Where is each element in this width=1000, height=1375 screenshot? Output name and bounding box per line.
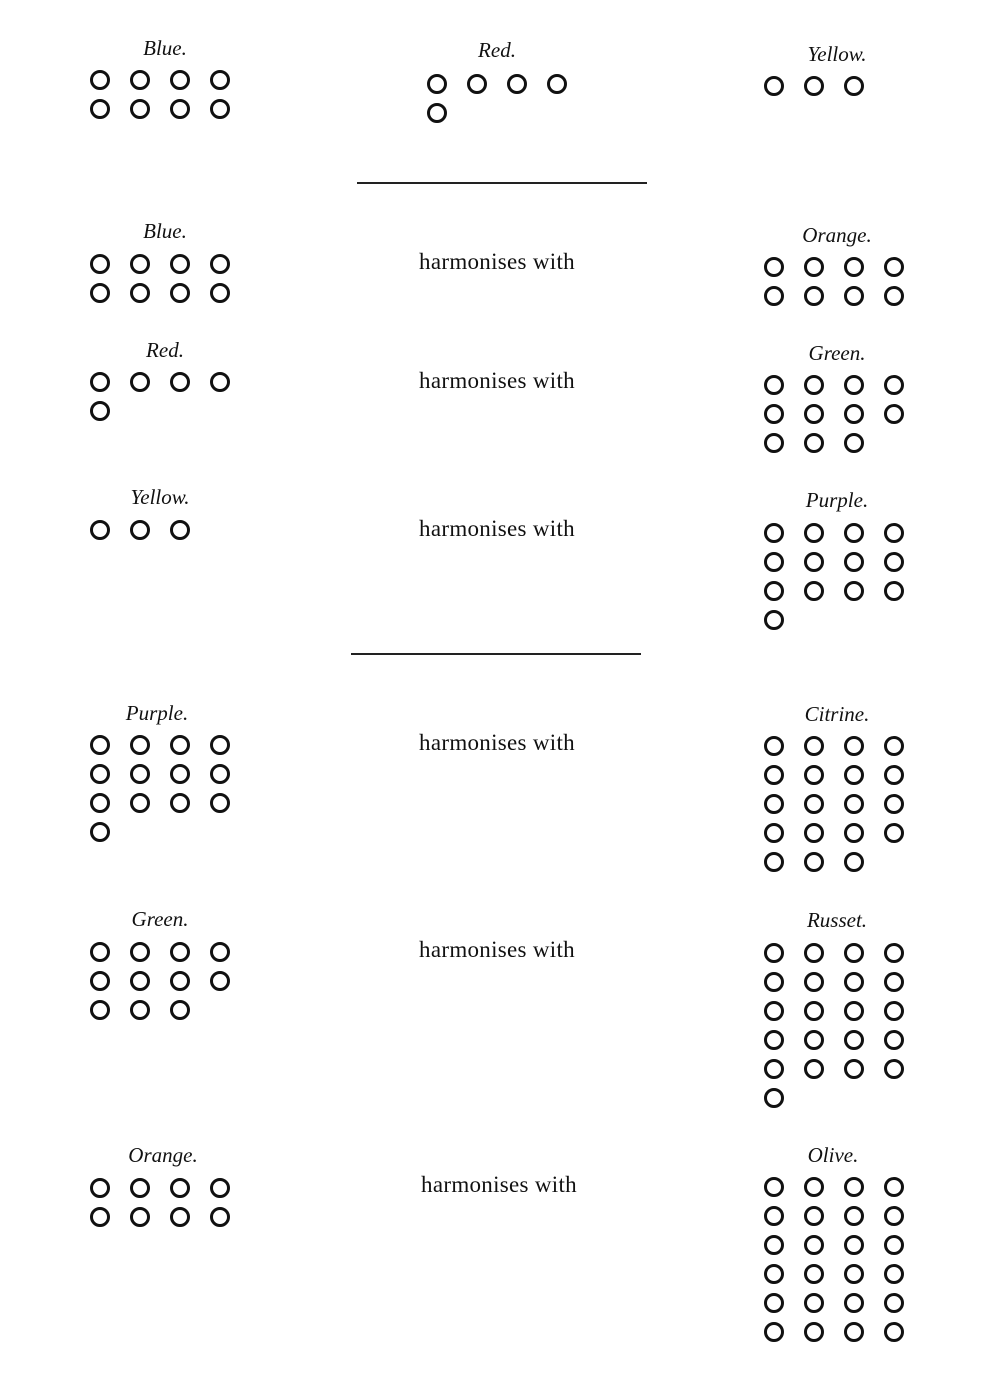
circle-mark	[210, 1207, 230, 1227]
circle-mark	[170, 254, 190, 274]
top-dots-yellow	[764, 76, 904, 96]
circle-mark	[764, 765, 784, 785]
circle-mark	[804, 736, 824, 756]
circle-mark	[764, 943, 784, 963]
circle-mark	[170, 735, 190, 755]
divider-rule-1	[357, 182, 647, 184]
circle-mark	[170, 1000, 190, 1020]
circle-mark	[764, 1322, 784, 1342]
top-label-blue: Blue.	[143, 36, 187, 60]
circle-mark	[804, 375, 824, 395]
circle-mark	[764, 736, 784, 756]
circle-mark	[427, 74, 447, 94]
circle-mark	[210, 99, 230, 119]
circle-mark	[844, 1206, 864, 1226]
circle-mark	[844, 852, 864, 872]
circle-mark	[90, 793, 110, 813]
circle-mark	[844, 1293, 864, 1313]
circle-mark	[804, 1322, 824, 1342]
pair5-left-dots	[90, 942, 230, 1020]
circle-mark	[804, 286, 824, 306]
circle-mark	[764, 972, 784, 992]
pair6-left-label: Orange.	[128, 1143, 198, 1167]
circle-mark	[210, 971, 230, 991]
circle-mark	[884, 1177, 904, 1197]
circle-mark	[804, 76, 824, 96]
pair1-connector: harmonises with	[419, 249, 575, 274]
circle-mark	[884, 736, 904, 756]
circle-mark	[130, 520, 150, 540]
circle-mark	[170, 793, 190, 813]
circle-mark	[507, 74, 527, 94]
circle-mark	[884, 1322, 904, 1342]
pair3-connector: harmonises with	[419, 516, 575, 541]
circle-mark	[844, 1235, 864, 1255]
circle-mark	[844, 972, 864, 992]
circle-mark	[764, 1293, 784, 1313]
circle-mark	[844, 943, 864, 963]
circle-mark	[844, 581, 864, 601]
circle-mark	[804, 852, 824, 872]
circle-mark	[764, 257, 784, 277]
circle-mark	[884, 552, 904, 572]
circle-mark	[844, 375, 864, 395]
pair2-connector: harmonises with	[419, 368, 575, 393]
circle-mark	[90, 1178, 110, 1198]
circle-mark	[90, 99, 110, 119]
circle-mark	[764, 286, 784, 306]
circle-mark	[884, 581, 904, 601]
circle-mark	[804, 433, 824, 453]
circle-mark	[844, 76, 864, 96]
circle-mark	[547, 74, 567, 94]
circle-mark	[804, 523, 824, 543]
circle-mark	[804, 765, 824, 785]
pair5-right-dots	[764, 943, 904, 1108]
pair5-right-label: Russet.	[806, 908, 868, 932]
circle-mark	[844, 794, 864, 814]
circle-mark	[90, 372, 110, 392]
circle-mark	[90, 1207, 110, 1227]
circle-mark	[884, 794, 904, 814]
circle-mark	[210, 793, 230, 813]
circle-mark	[170, 971, 190, 991]
circle-mark	[170, 942, 190, 962]
top-label-yellow: Yellow.	[807, 42, 867, 66]
circle-mark	[764, 433, 784, 453]
circle-mark	[170, 1178, 190, 1198]
pair4-left-label: Purple.	[125, 701, 189, 725]
circle-mark	[884, 943, 904, 963]
pair6-right-dots	[764, 1177, 904, 1342]
circle-mark	[884, 257, 904, 277]
circle-mark	[764, 552, 784, 572]
circle-mark	[844, 433, 864, 453]
circle-mark	[130, 254, 150, 274]
pair1-right-dots	[764, 257, 904, 306]
circle-mark	[130, 971, 150, 991]
circle-mark	[804, 1001, 824, 1021]
circle-mark	[844, 257, 864, 277]
circle-mark	[130, 1000, 150, 1020]
circle-mark	[210, 372, 230, 392]
circle-mark	[764, 404, 784, 424]
pair5-connector: harmonises with	[419, 937, 575, 962]
circle-mark	[130, 793, 150, 813]
circle-mark	[844, 765, 864, 785]
circle-mark	[90, 70, 110, 90]
pair6-right-label: Olive.	[807, 1143, 859, 1167]
pair4-right-dots	[764, 736, 904, 872]
circle-mark	[467, 74, 487, 94]
pair3-left-dots	[90, 520, 230, 540]
circle-mark	[804, 943, 824, 963]
circle-mark	[764, 823, 784, 843]
pair4-left-dots	[90, 735, 230, 842]
circle-mark	[90, 1000, 110, 1020]
circle-mark	[130, 283, 150, 303]
circle-mark	[804, 552, 824, 572]
circle-mark	[210, 735, 230, 755]
circle-mark	[764, 610, 784, 630]
circle-mark	[804, 404, 824, 424]
circle-mark	[764, 523, 784, 543]
pair5-left-label: Green.	[131, 907, 189, 931]
top-dots-blue	[90, 70, 230, 119]
circle-mark	[884, 404, 904, 424]
circle-mark	[764, 794, 784, 814]
pair1-left-label: Blue.	[143, 219, 187, 243]
circle-mark	[90, 401, 110, 421]
circle-mark	[764, 581, 784, 601]
circle-mark	[130, 735, 150, 755]
pair3-right-dots	[764, 523, 904, 630]
circle-mark	[130, 372, 150, 392]
circle-mark	[884, 286, 904, 306]
circle-mark	[884, 1264, 904, 1284]
circle-mark	[804, 1206, 824, 1226]
circle-mark	[844, 1322, 864, 1342]
circle-mark	[764, 1088, 784, 1108]
circle-mark	[884, 972, 904, 992]
pair2-right-dots	[764, 375, 904, 453]
circle-mark	[884, 765, 904, 785]
circle-mark	[210, 942, 230, 962]
circle-mark	[844, 736, 864, 756]
circle-mark	[170, 520, 190, 540]
circle-mark	[130, 1178, 150, 1198]
circle-mark	[90, 942, 110, 962]
circle-mark	[130, 764, 150, 784]
circle-mark	[130, 942, 150, 962]
circle-mark	[884, 1059, 904, 1079]
circle-mark	[844, 1177, 864, 1197]
circle-mark	[844, 1001, 864, 1021]
circle-mark	[764, 1235, 784, 1255]
circle-mark	[884, 823, 904, 843]
pair2-left-label: Red.	[146, 338, 184, 362]
circle-mark	[210, 764, 230, 784]
circle-mark	[804, 581, 824, 601]
circle-mark	[884, 1235, 904, 1255]
circle-mark	[210, 70, 230, 90]
circle-mark	[764, 76, 784, 96]
circle-mark	[884, 1206, 904, 1226]
circle-mark	[884, 375, 904, 395]
circle-mark	[804, 1059, 824, 1079]
circle-mark	[210, 254, 230, 274]
top-dots-red	[427, 74, 567, 123]
circle-mark	[130, 70, 150, 90]
circle-mark	[844, 1264, 864, 1284]
top-label-red: Red.	[478, 38, 516, 62]
circle-mark	[884, 1001, 904, 1021]
circle-mark	[170, 70, 190, 90]
circle-mark	[210, 1178, 230, 1198]
circle-mark	[210, 283, 230, 303]
circle-mark	[804, 257, 824, 277]
circle-mark	[764, 375, 784, 395]
circle-mark	[764, 1001, 784, 1021]
circle-mark	[764, 1206, 784, 1226]
pair6-left-dots	[90, 1178, 230, 1227]
circle-mark	[130, 99, 150, 119]
circle-mark	[764, 1059, 784, 1079]
circle-mark	[90, 764, 110, 784]
pair1-right-label: Orange.	[802, 223, 872, 247]
circle-mark	[804, 1030, 824, 1050]
circle-mark	[170, 1207, 190, 1227]
pair2-left-dots	[90, 372, 230, 421]
circle-mark	[804, 1177, 824, 1197]
circle-mark	[90, 971, 110, 991]
circle-mark	[427, 103, 447, 123]
circle-mark	[844, 286, 864, 306]
circle-mark	[130, 1207, 150, 1227]
circle-mark	[804, 1264, 824, 1284]
pair3-left-label: Yellow.	[130, 485, 190, 509]
circle-mark	[804, 1235, 824, 1255]
circle-mark	[90, 283, 110, 303]
divider-rule-2	[351, 653, 641, 655]
circle-mark	[804, 823, 824, 843]
circle-mark	[844, 404, 864, 424]
circle-mark	[90, 520, 110, 540]
circle-mark	[844, 1059, 864, 1079]
pair4-connector: harmonises with	[419, 730, 575, 755]
circle-mark	[804, 794, 824, 814]
circle-mark	[764, 1030, 784, 1050]
circle-mark	[170, 372, 190, 392]
pair1-left-dots	[90, 254, 230, 303]
circle-mark	[844, 552, 864, 572]
circle-mark	[844, 1030, 864, 1050]
circle-mark	[90, 822, 110, 842]
pair2-right-label: Green.	[808, 341, 866, 365]
circle-mark	[170, 283, 190, 303]
circle-mark	[804, 972, 824, 992]
pair3-right-label: Purple.	[805, 488, 869, 512]
circle-mark	[764, 1177, 784, 1197]
circle-mark	[90, 254, 110, 274]
circle-mark	[844, 523, 864, 543]
circle-mark	[90, 735, 110, 755]
circle-mark	[884, 1293, 904, 1313]
circle-mark	[804, 1293, 824, 1313]
pair6-connector: harmonises with	[421, 1172, 577, 1197]
circle-mark	[764, 852, 784, 872]
circle-mark	[764, 1264, 784, 1284]
circle-mark	[884, 1030, 904, 1050]
circle-mark	[884, 523, 904, 543]
pair4-right-label: Citrine.	[804, 702, 870, 726]
circle-mark	[844, 823, 864, 843]
circle-mark	[170, 99, 190, 119]
circle-mark	[170, 764, 190, 784]
